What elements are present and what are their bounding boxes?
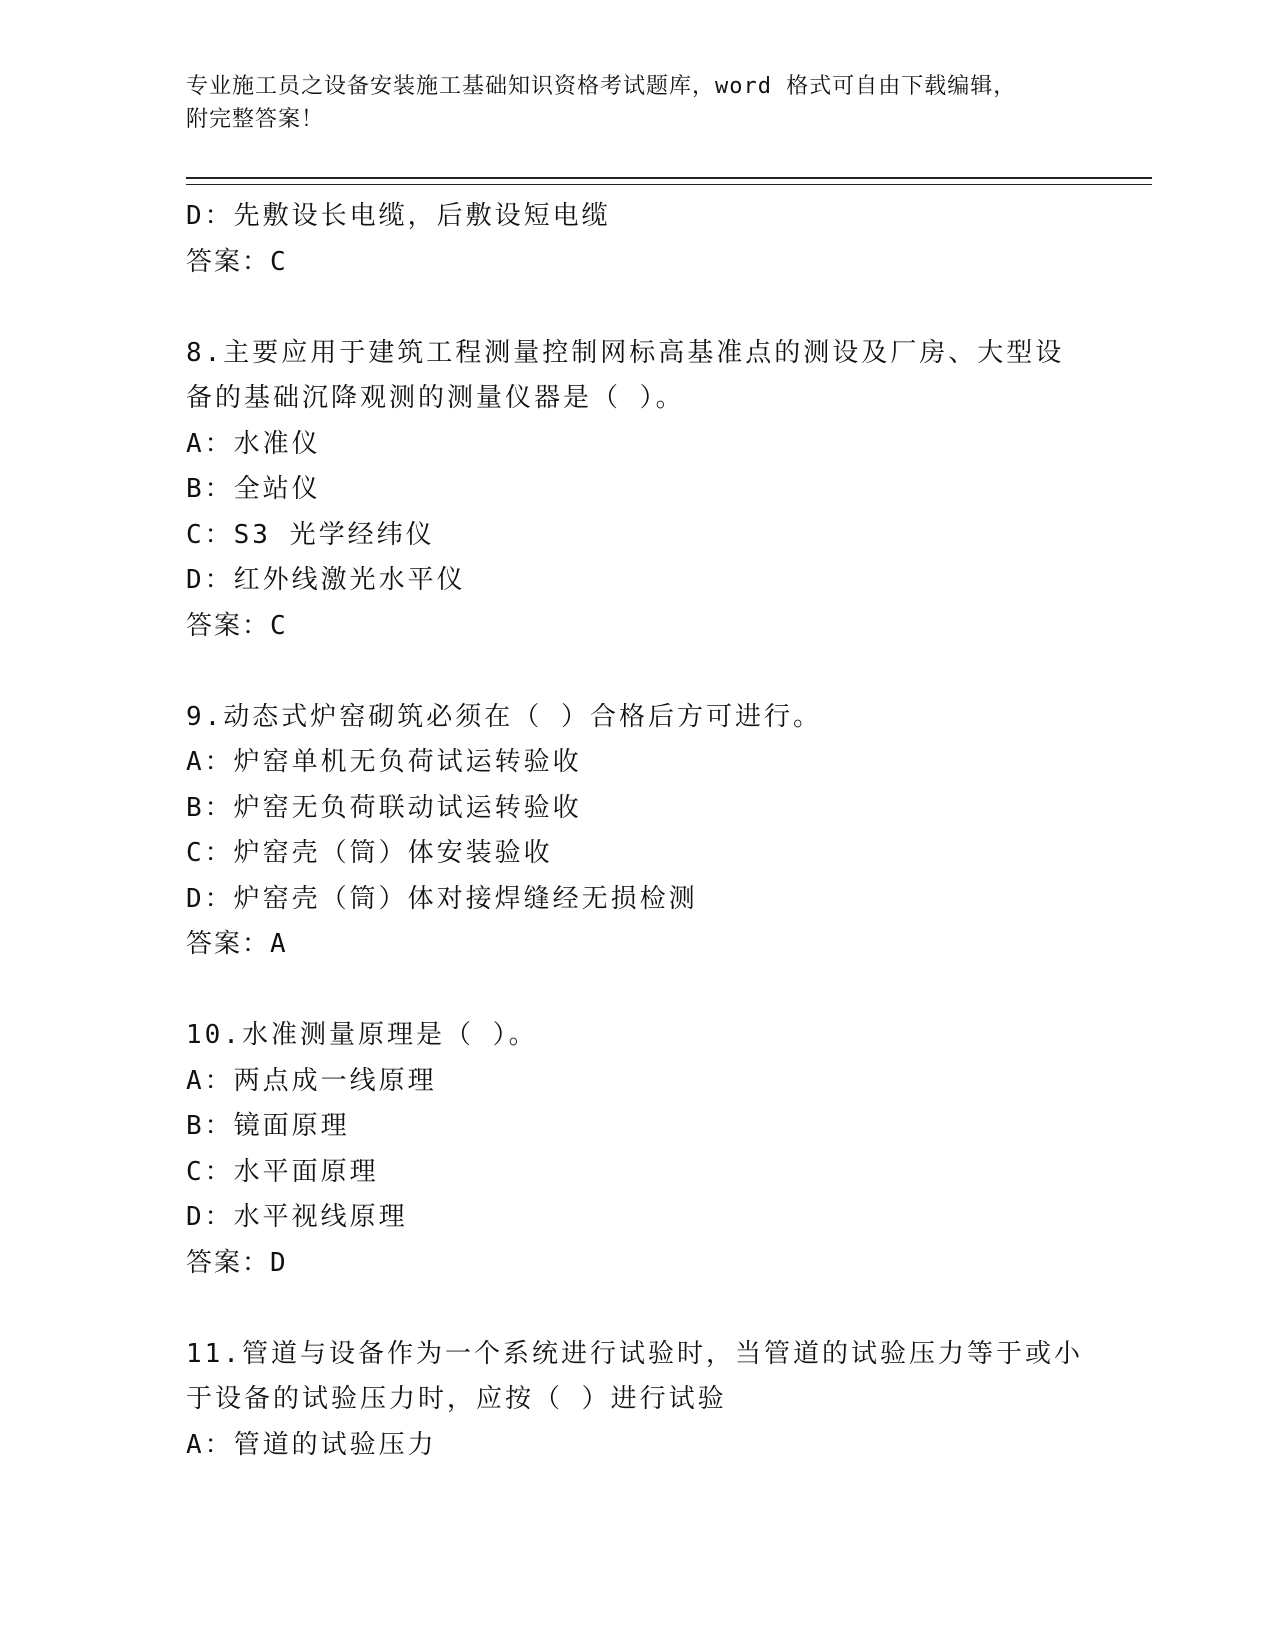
document-header xyxy=(186,70,1152,136)
question-stem-line: 备的基础沉降观测的测量仪器是（ ）。 xyxy=(186,383,685,413)
option-c: C：炉窑壳（筒）体安装验收 xyxy=(186,838,553,868)
question-stem-line: 9.动态式炉窑砌筑必须在（ ）合格后方可进行。 xyxy=(186,701,822,732)
question-10 xyxy=(186,1013,1152,1286)
question-8 xyxy=(186,331,1152,650)
question-11 xyxy=(186,1332,1152,1469)
option-b: B：全站仪 xyxy=(186,474,321,504)
question-content xyxy=(186,194,1152,1468)
option-a: A：炉窑单机无负荷试运转验收 xyxy=(186,747,582,777)
carry-over-option-d: D：先敷设长电缆，后敷设短电缆 xyxy=(186,201,611,231)
question-stem-line: 11.管道与设备作为一个系统进行试验时，当管道的试验压力等于或小 xyxy=(186,1338,1083,1369)
option-c: C：水平面原理 xyxy=(186,1156,379,1187)
header-divider xyxy=(186,177,1152,185)
spacer xyxy=(186,1286,1152,1332)
option-d: D：炉窑壳（筒）体对接焊缝经无损检测 xyxy=(186,883,698,914)
question-stem-line: 于设备的试验压力时，应按（ ）进行试验 xyxy=(186,1384,727,1414)
option-d: D：红外线激光水平仪 xyxy=(186,565,466,595)
answer: 答案：C xyxy=(186,610,288,641)
option-a: A：两点成一线原理 xyxy=(186,1065,437,1096)
option-a: A：水准仪 xyxy=(186,428,321,459)
option-a: A：管道的试验压力 xyxy=(186,1429,437,1460)
header-line-2: 附完整答案！ xyxy=(186,107,325,132)
header-line-1: 专业施工员之设备安装施工基础知识资格考试题库，word 格式可自由下载编辑， xyxy=(186,74,1017,99)
answer: 答案：D xyxy=(186,1247,288,1278)
carry-over-answer: 答案：C xyxy=(186,246,288,277)
question-stem-line: 10.水准测量原理是（ ）。 xyxy=(186,1020,538,1050)
question-9 xyxy=(186,695,1152,968)
spacer xyxy=(186,285,1152,331)
option-d: D：水平视线原理 xyxy=(186,1202,408,1232)
option-b: B：镜面原理 xyxy=(186,1111,350,1141)
option-c: C：S3 光学经纬仪 xyxy=(186,519,435,550)
spacer xyxy=(186,968,1152,1014)
question-stem-line: 8.主要应用于建筑工程测量控制网标高基准点的测设及厂房、大型设 xyxy=(186,337,1065,368)
option-b: B：炉窑无负荷联动试运转验收 xyxy=(186,792,582,823)
document-page xyxy=(186,70,1152,1468)
spacer xyxy=(186,649,1152,695)
answer: 答案：A xyxy=(186,929,288,959)
